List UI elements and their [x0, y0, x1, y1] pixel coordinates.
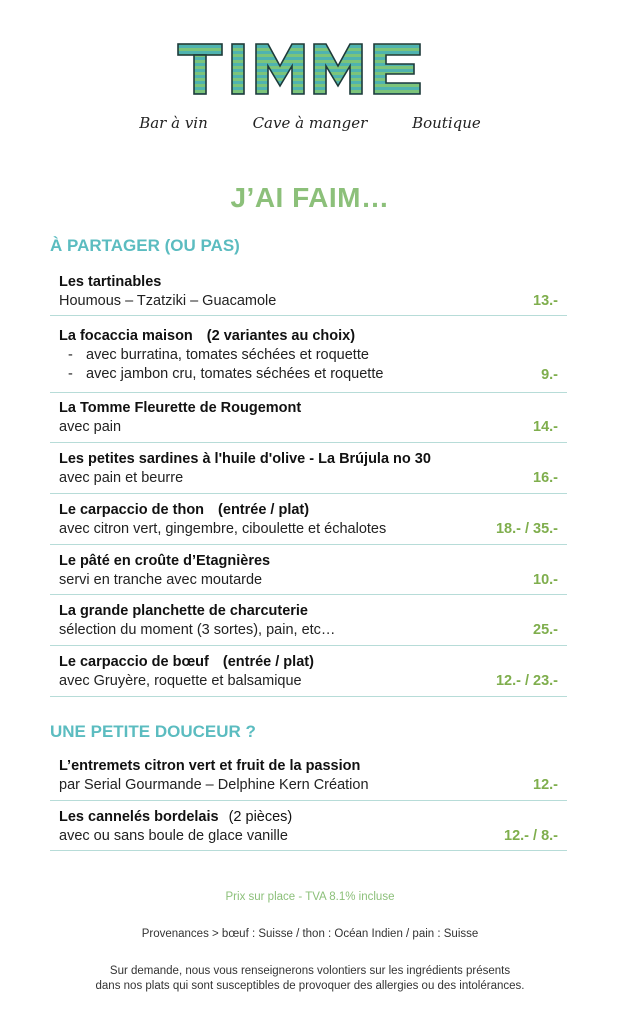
item-name: La focaccia maison (2 variantes au choix) [59, 328, 356, 344]
item-price: 12.- / 23.- [495, 673, 558, 689]
item-desc: Houmous – Tzatziki – Guacamole [59, 293, 277, 309]
item-price: 12.- [533, 777, 558, 793]
menu-item [50, 545, 567, 595]
item-note: (2 pièces) [228, 809, 293, 825]
tagline [0, 114, 620, 132]
item-name: Les cannelés bordelais (2 pièces) [59, 809, 293, 825]
item-price: 16.- [533, 470, 558, 486]
item-note: (entrée / plat) [222, 654, 314, 670]
tagline-cave: Cave à manger [252, 114, 368, 132]
item-desc: avec Gruyère, roquette et balsamique [59, 673, 302, 689]
item-option: - avec jambon cru, tomates séchées et roquette [68, 365, 383, 384]
menu-item [50, 443, 567, 494]
item-price: 18.- / 35.- [495, 521, 558, 537]
item-name: L’entremets citron vert et fruit de la passion [59, 758, 361, 774]
menu-item [50, 801, 567, 851]
item-desc: servi en tranche avec moutarde [59, 572, 263, 588]
origins-note: Provenances > bœuf : Suisse / thon : Océan Indien / pain : Suisse [141, 928, 479, 940]
vat-note: Prix sur place - TVA 8.1% incluse [225, 891, 395, 903]
item-name: Le carpaccio de thon (entrée / plat) [59, 502, 310, 518]
item-price: 25.- [533, 622, 558, 638]
item-name: Le carpaccio de bœuf (entrée / plat) [59, 654, 314, 670]
item-desc: avec citron vert, gingembre, ciboulette et échalotes [59, 521, 387, 537]
item-name: La grande planchette de charcuterie [59, 603, 308, 619]
item-desc: avec pain et beurre [59, 470, 184, 486]
item-price: 12.- / 8.- [504, 828, 558, 844]
menu-item [50, 316, 567, 393]
section-title-partager: À PARTAGER (OU PAS) [50, 236, 240, 255]
item-note: (entrée / plat) [218, 502, 310, 518]
timme-logo [176, 42, 448, 96]
page-title: J’AI FAIM… [230, 182, 390, 213]
tagline-bar: Bar à vin [139, 114, 208, 132]
item-price: 9.- [541, 367, 558, 383]
item-option: - avec burratina, tomates séchées et roquette [68, 346, 383, 365]
item-price: 13.- [533, 293, 558, 309]
item-note: (2 variantes au choix) [206, 328, 356, 344]
menu-item [50, 595, 567, 646]
tagline-boutique: Boutique [412, 114, 481, 132]
item-options [68, 346, 383, 384]
item-desc: avec pain [59, 419, 122, 435]
menu-item [50, 494, 567, 545]
allergy-note-line2: dans nos plats qui sont susceptibles de provoquer des allergies ou des intolérances. [95, 980, 525, 992]
item-desc: avec ou sans boule de glace vanille [59, 828, 288, 844]
menu-item [50, 646, 567, 697]
item-desc: sélection du moment (3 sortes), pain, etc… [59, 622, 336, 638]
item-price: 14.- [533, 419, 558, 435]
item-name: Les petites sardines à l'huile d'olive - La Brújula no 30 [59, 451, 431, 467]
item-name: La Tomme Fleurette de Rougemont [59, 400, 302, 416]
allergy-note-line1: Sur demande, nous vous renseignerons volontiers sur les ingrédients présents [109, 965, 511, 977]
menu-item [50, 749, 567, 801]
item-name: Les tartinables [59, 274, 162, 290]
section-title-douceur: UNE PETITE DOUCEUR ? [50, 722, 256, 741]
menu-item [50, 266, 567, 316]
item-name: Le pâté en croûte d’Etagnières [59, 553, 271, 569]
menu-item [50, 393, 567, 443]
timme-logo-lettering [176, 42, 448, 96]
item-desc: par Serial Gourmande – Delphine Kern Création [59, 777, 369, 793]
item-price: 10.- [533, 572, 558, 588]
